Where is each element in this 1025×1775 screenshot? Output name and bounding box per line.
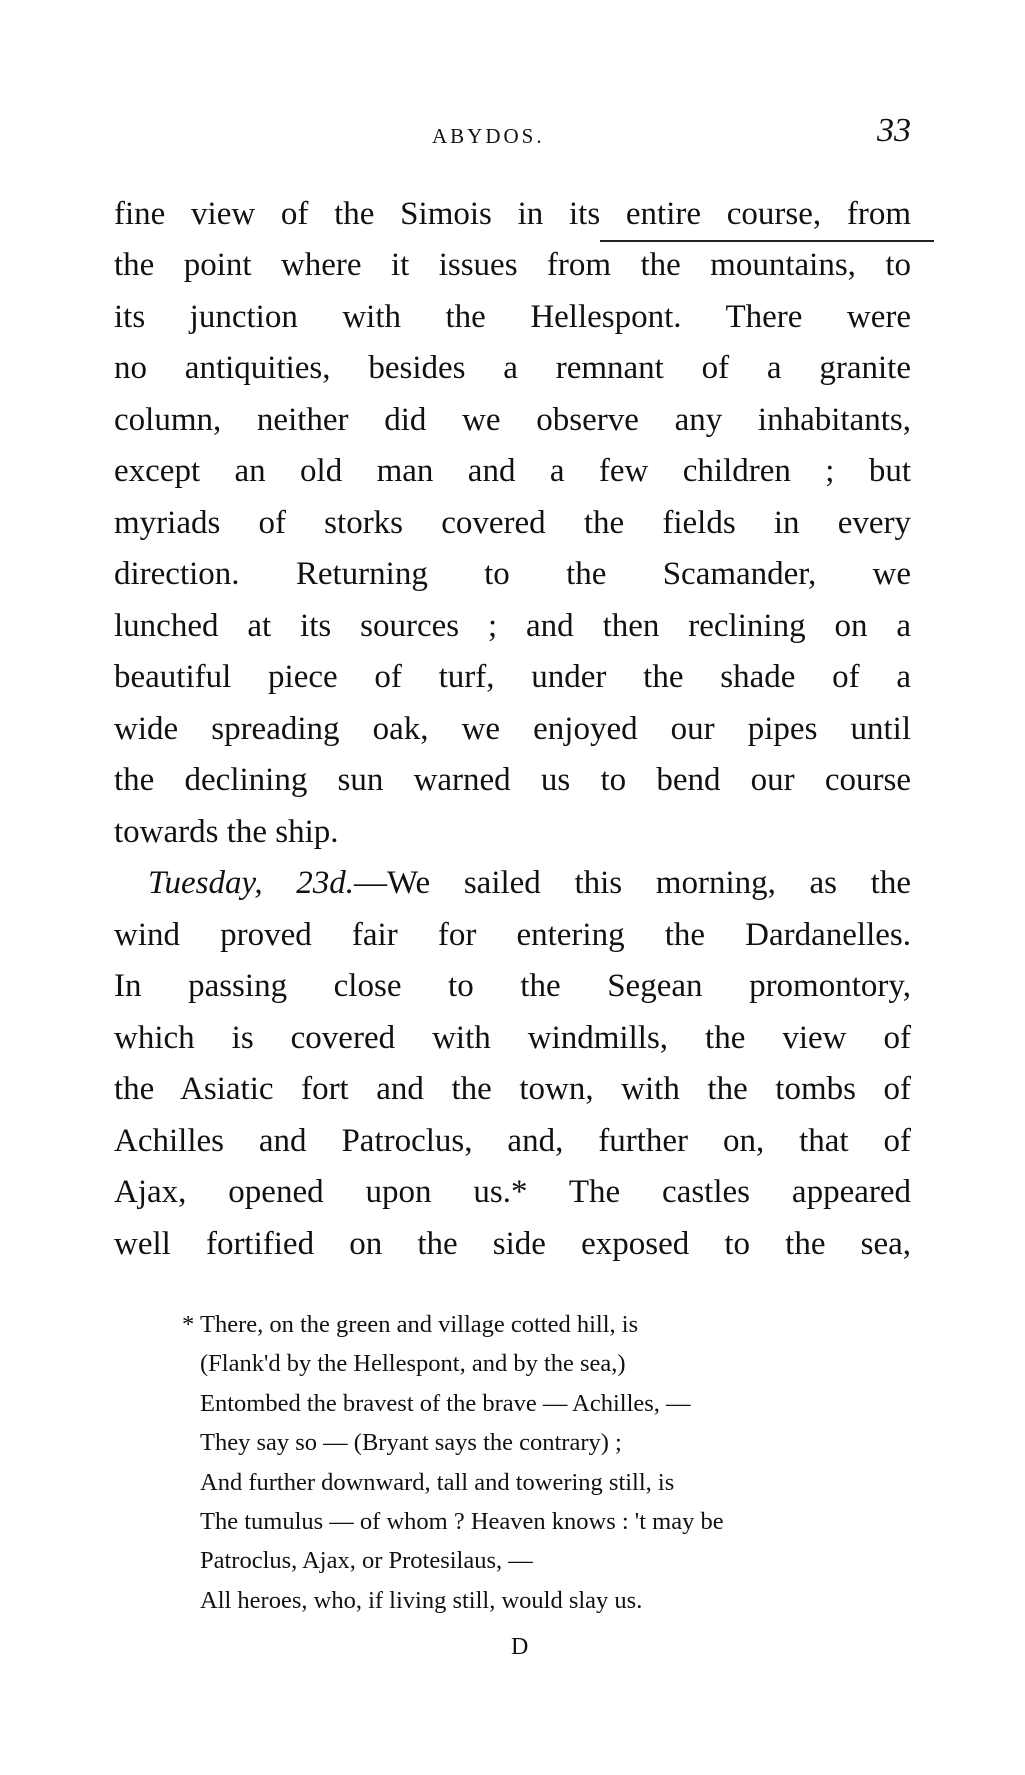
- footnote-marker: *: [182, 1311, 195, 1338]
- signature-mark: D: [511, 1634, 529, 1660]
- text-line: In passing close to the Segean promontory,: [114, 968, 911, 1004]
- footnote-line: (Flank'd by the Hellespont, and by the sea,): [200, 1350, 626, 1377]
- text-span: —We sailed this morning, as the: [354, 865, 911, 901]
- footnote-line: [182, 1310, 638, 1340]
- text-line: the declining sun warned us to bend our course: [114, 762, 911, 798]
- text-line: fine view of the Simois in its entire course, from: [114, 196, 911, 232]
- text-line: which is covered with windmills, the view of: [114, 1020, 911, 1056]
- text-line: [148, 863, 911, 903]
- footnote-text: There, on the green and village cotted hill, is: [200, 1311, 639, 1338]
- footnote-line: And further downward, tall and towering still, is: [200, 1469, 675, 1496]
- text-line: myriads of storks covered the fields in every: [114, 505, 911, 541]
- footnote-line: All heroes, who, if living still, would slay us.: [200, 1587, 643, 1614]
- text-line: the Asiatic fort and the town, with the tombs of: [114, 1071, 911, 1107]
- text-line: Achilles and Patroclus, and, further on, that of: [114, 1123, 911, 1159]
- text-line: wind proved fair for entering the Dardanelles.: [114, 917, 911, 953]
- footnote-line: The tumulus — of whom ? Heaven knows : 't may be: [200, 1508, 724, 1535]
- text-line: wide spreading oak, we enjoyed our pipes until: [114, 711, 911, 747]
- running-title: ABYDOS.: [432, 124, 545, 148]
- text-line: lunched at its sources ; and then reclining on a: [114, 608, 911, 644]
- text-line: no antiquities, besides a remnant of a granite: [114, 350, 911, 386]
- text-line: beautiful piece of turf, under the shade of a: [114, 659, 911, 695]
- footnote-line: Entombed the bravest of the brave — Achilles, —: [200, 1390, 691, 1417]
- footnote-line: They say so — (Bryant says the contrary) ;: [200, 1429, 622, 1456]
- text-line: direction. Returning to the Scamander, we: [114, 556, 911, 592]
- text-line: column, neither did we observe any inhabitants,: [114, 402, 911, 438]
- footnote-line: Patroclus, Ajax, or Protesilaus, —: [200, 1547, 533, 1574]
- page-number: 33: [877, 112, 911, 149]
- scan-line-artifact: [600, 240, 934, 242]
- date: Tuesday, 23d.: [148, 865, 355, 901]
- text-line: well fortified on the side exposed to the sea,: [114, 1226, 911, 1262]
- text-line: except an old man and a few children ; but: [114, 453, 911, 489]
- text-line: towards the ship.: [114, 814, 339, 850]
- text-line: Ajax, opened upon us.* The castles appeared: [114, 1174, 911, 1210]
- text-line: its junction with the Hellespont. There were: [114, 299, 911, 335]
- text-line: the point where it issues from the mountains, to: [114, 247, 911, 283]
